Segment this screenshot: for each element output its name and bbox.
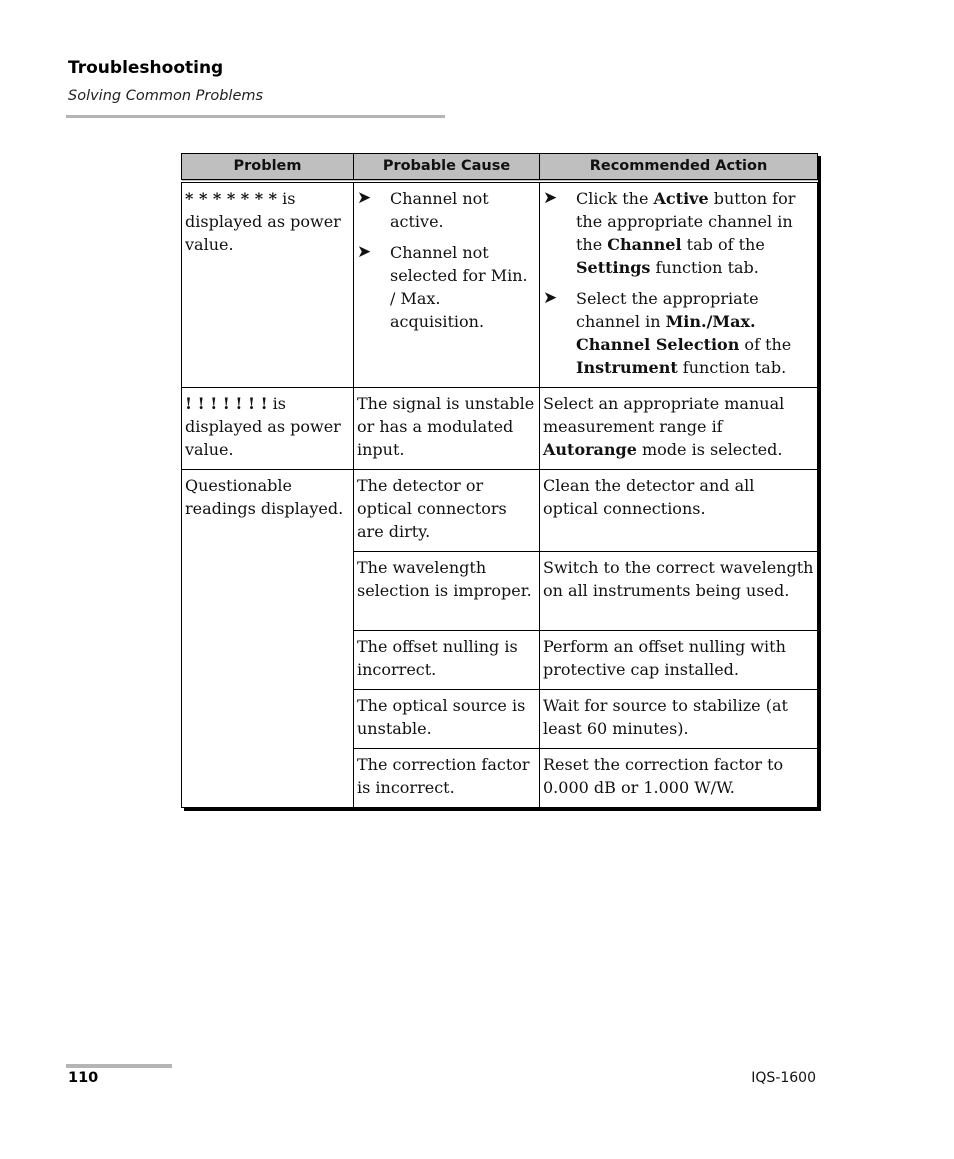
action-cell: Perform an offset nulling with protective cap installed.	[540, 631, 818, 690]
footer-rule	[66, 1064, 172, 1068]
cause-cell: The offset nulling is incorrect.	[354, 631, 540, 690]
cause-cell: The detector or optical connectors are dirty.	[354, 470, 540, 552]
list-item: ➤ Select the appropriate channel in Min./Max. Channel Selection of the Instrument function tab.	[543, 288, 792, 377]
column-header-problem: Problem	[182, 154, 354, 182]
cause-text: Channel not active.	[390, 189, 489, 231]
action-cell: Wait for source to stabilize (at least 60 minutes).	[540, 690, 818, 749]
arrow-bullet-icon: ➤	[543, 188, 558, 208]
cause-text: Channel not selected for Min. / Max. acquisition.	[390, 243, 528, 331]
problem-cell	[182, 388, 354, 470]
cause-cell: The correction factor is incorrect.	[354, 749, 540, 808]
document-id: IQS-1600	[751, 1070, 816, 1086]
page-number: 110	[68, 1070, 99, 1086]
action-cell	[540, 181, 818, 388]
table-row	[182, 470, 818, 552]
problem-text: is displayed as power value.	[185, 189, 341, 254]
list-item	[357, 187, 536, 233]
column-header-action: Recommended Action	[540, 154, 818, 182]
problem-text: is displayed as power value.	[185, 394, 341, 459]
section-title: Troubleshooting	[68, 58, 224, 78]
section-subtitle: Solving Common Problems	[68, 88, 264, 104]
cause-list	[357, 187, 536, 333]
action-cell: Select an appropriate manual measurement range if Autorange mode is selected.	[540, 388, 818, 470]
header-rule	[66, 115, 445, 118]
troubleshooting-table	[181, 153, 818, 808]
cause-cell	[354, 181, 540, 388]
action-cell: Switch to the correct wavelength on all instruments being used.	[540, 552, 818, 631]
problem-symbol: * * * * * * *	[185, 189, 277, 208]
arrow-bullet-icon: ➤	[357, 188, 372, 208]
problem-symbol: ! ! ! ! ! ! !	[185, 394, 268, 413]
action-cell: Reset the correction factor to 0.000 dB or 1.000 W/W.	[540, 749, 818, 808]
table-header-row	[182, 154, 818, 182]
list-item: ➤ Click the Active button for the appropriate channel in the Channel tab of the Settings function tab.	[543, 188, 796, 277]
action-list	[543, 187, 814, 379]
table-row	[182, 388, 818, 470]
arrow-bullet-icon: ➤	[357, 242, 372, 262]
action-cell: Clean the detector and all optical connections.	[540, 470, 818, 552]
arrow-bullet-icon: ➤	[543, 288, 558, 308]
cause-cell: The signal is unstable or has a modulated input.	[354, 388, 540, 470]
problem-cell	[182, 181, 354, 388]
list-item	[357, 241, 536, 333]
cause-cell: The wavelength selection is improper.	[354, 552, 540, 631]
cause-cell: The optical source is unstable.	[354, 690, 540, 749]
column-header-cause: Probable Cause	[354, 154, 540, 182]
table-row	[182, 181, 818, 388]
problem-cell: Questionable readings displayed.	[182, 470, 354, 808]
